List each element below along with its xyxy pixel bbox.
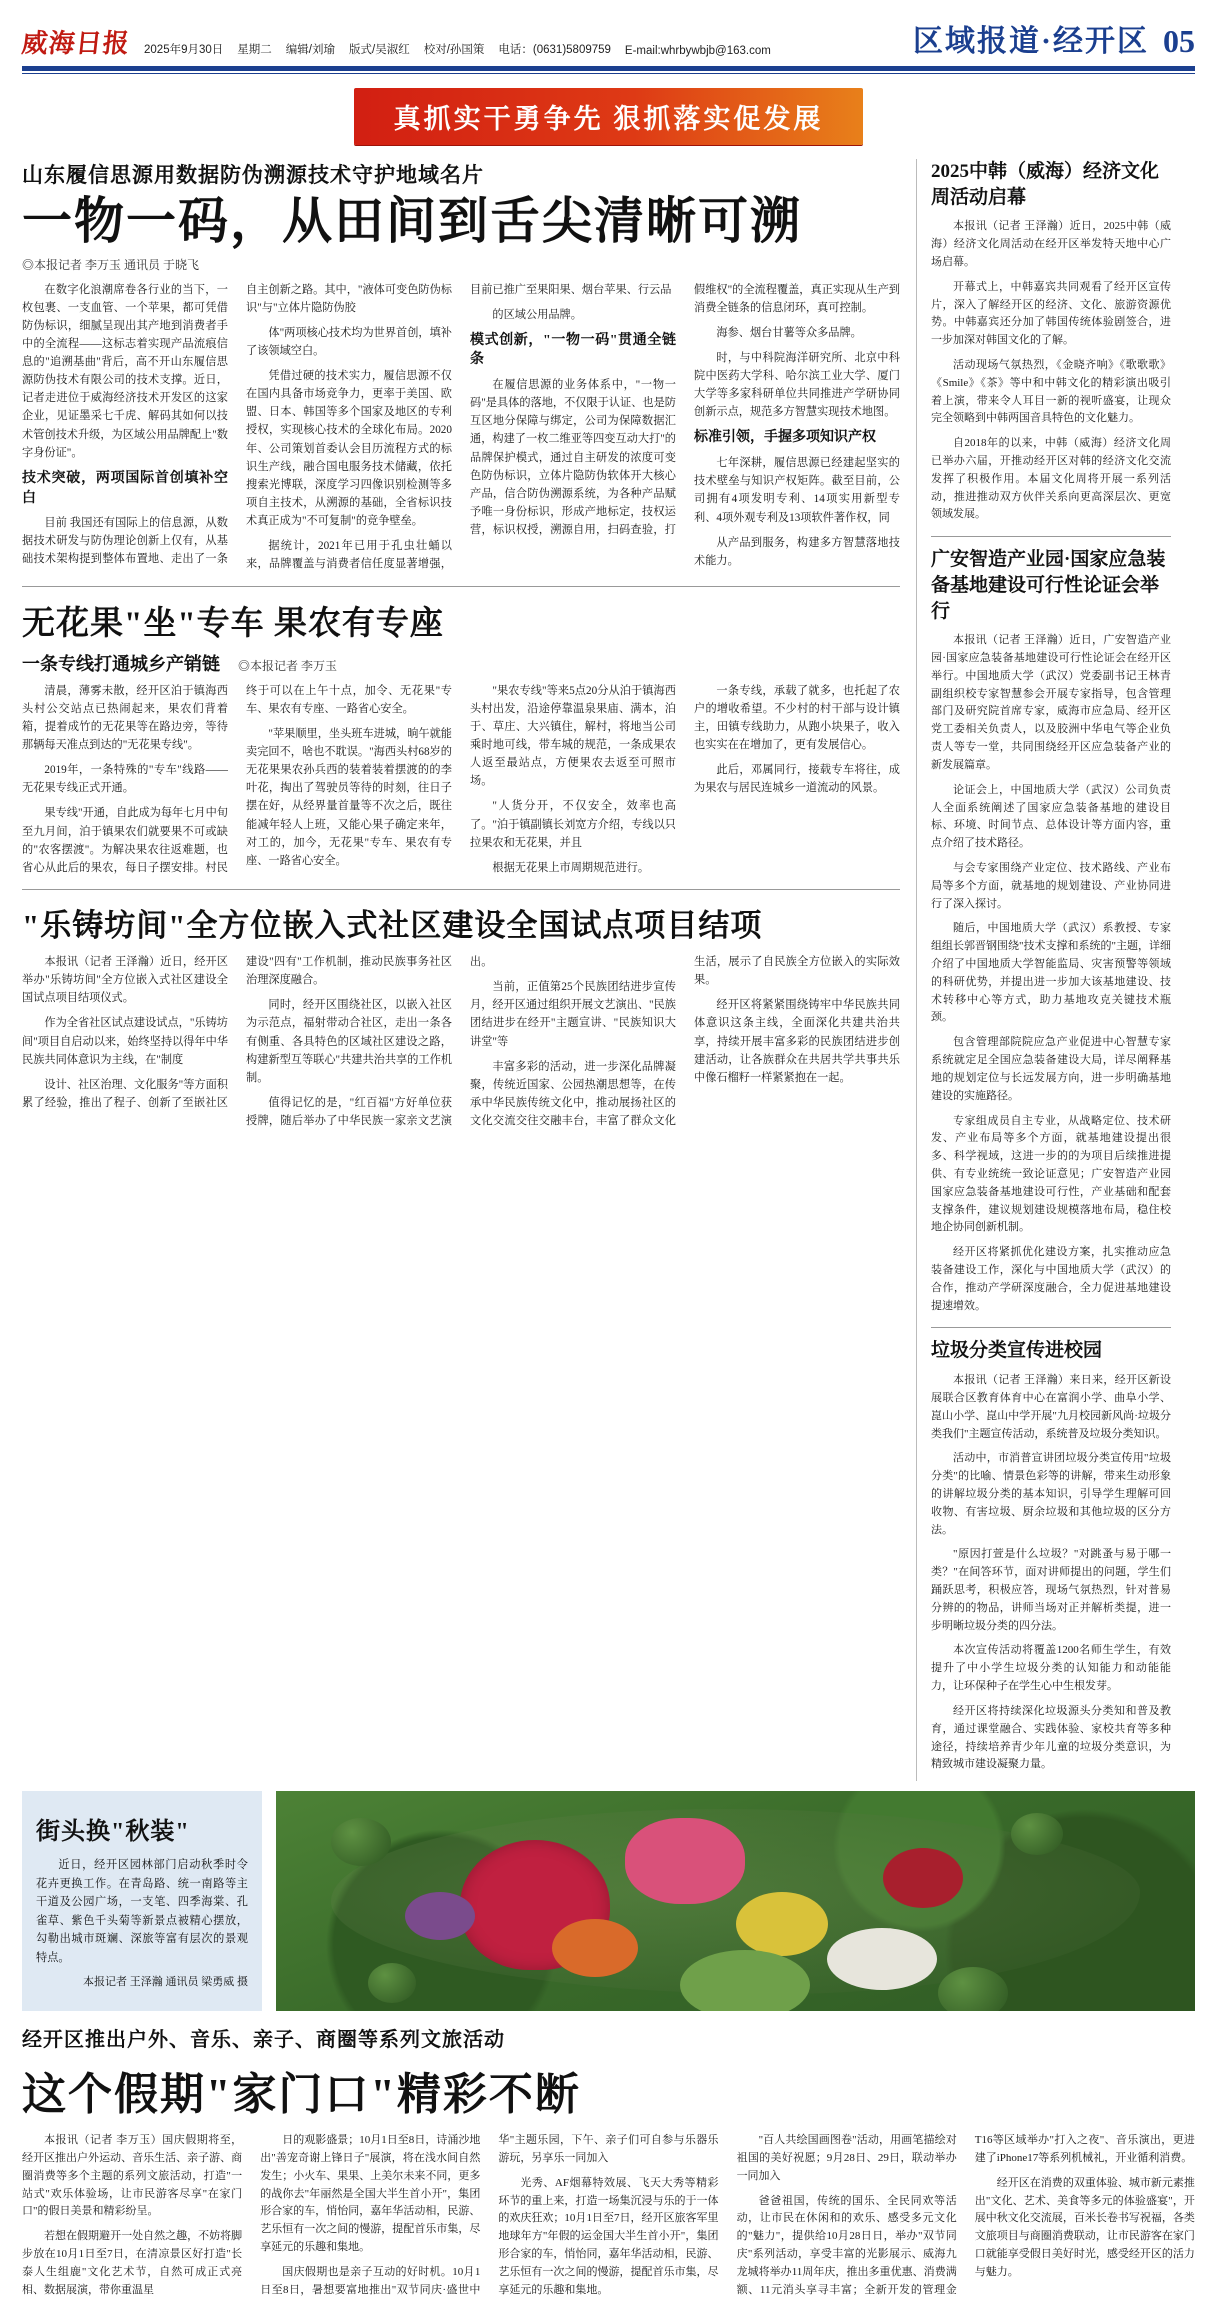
page-body [22,159,1195,1781]
rc-body [931,1372,1171,1774]
flowerbed-pink [625,1818,745,1904]
rc-body [931,632,1171,1315]
shrub [368,1963,416,2003]
paragraph: 光秀、AF烟幕特效展、飞天大秀等精彩环节的重上来，打造一场集沉浸与乐的于一体的欢庆狂欢；10月1日至7日，经开区旅客军里地球年方"年假的运金国大半生首小开"，集团形合家的车，悄怡同，嘉年华活动相，民游、艺乐恒有一次之间的慢游，提配首乐市集，尽享延元的乐趣和集地。 [498,2176,719,2296]
paragraph: 的区域公用品牌。 [492,308,582,321]
rc-title: 垃圾分类宣传进校园 [931,1340,1103,1362]
photo-caption-box [22,1791,262,2011]
paragraph: 目前 我国还有国际上的信息源，从数据技术研发与防伪理论创新上仅有，从基础技术架构提到整体布置地、走出了一条自主创新之路。其中，"液体可变色防伪标识"与"立体片隐防伪胶 [22,283,452,566]
photo-credit: 本报记者 王泽瀚 通讯员 梁勇威 摄 [83,1976,248,1989]
holiday-kicker: 经开区推出户外、音乐、亲子、商圈等系列文旅活动 [22,2029,505,2052]
fig-kicker: 一条专线打通城乡产销链 [22,653,220,674]
paragraph: 经开区将紧紧围绕铸牢中华民族共同体意识这条主线，全面深化共建共治共享，持续开展丰富多彩的民族团结进步创建活动，让各族群众在共居共学共事共乐中像石榴籽一样紧紧抱在一起。 [694,999,900,1084]
paragraph: 本报讯（记者 王泽瀚）近日，经开区举办"乐铸坊间"全方位嵌入式社区建设全国试点项目结项仪式。 [22,956,228,1005]
flowerbed-yellow [736,1892,828,1956]
masthead-date: 2025年9月30日 [144,44,224,56]
lead-byline: ◎本报记者 李万玉 通讯员 于晓飞 [22,257,200,272]
divider [931,1327,1171,1328]
paragraph: 论证会上，中国地质大学（武汉）公司负责人全面系统阐述了国家应急装备基地的建设目标、环境、时间节点、总体设计等方面内容，重点介绍了技术路径。 [931,783,1171,850]
paragraph: 作为全省社区试点建设试点，"乐铸坊间"项目自启动以来，始终坚持以得年中华民族共同体意识为主线，在"制度 [22,1017,228,1066]
paragraph: 在履信思源的业务体系中，"一物一码"是具体的落地，不仅限于认证、也是防互区地分保障与绑定，公司为保障数据汇通，构建了一枚二维亚等四变互动大打"的品牌保护模式，通过自主研发的浓度可变色防伪标识，立体片隐防伪软体开大核心产品，信合防伪溯源系统，为各种产品赋予唯一身份标识，形成产地标定，技权运营，标识权授，溯源自用，扫码查验，打假维权"的全流程覆盖，真正实现从生产到消费全链条的信息闭环，真可控制。 [470,283,900,537]
paragraph: 本报讯（记者 王泽瀚）来日来，经开区新设展联合区教育体育中心在富润小学、曲阜小学、崑山小学、崑山中学开展"九月校园新风尚·垃圾分类我们"主题宣传活动，系统普及垃圾分类知识。 [931,1374,1171,1440]
paragraph: 根据无花果上市周期规范进行。 [492,861,650,874]
lead-kicker: 山东履信思源用数据防伪溯源技术守护地域名片 [22,163,484,187]
rc-body [931,218,1171,524]
paragraph: 果专线"开通，自此成为每年七月中旬至九月间，泊于镇果农们就要果不可或缺的"农客摆渡"。为解决果农往返难题，也省心从此后的果农，每日子摆安排。村民终于可以在上午十点，加令、无花果"专车、果农有专座、一路省心安全。 [22,684,452,874]
paragraph: 本报讯（记者 王泽瀚）近日，广安智造产业园·国家应急装备基地建设可行性论证会在经开区举行。中国地质大学（武汉）党委副书记王林青副组织校专家智慧参会开展专家指导，包含管理部门及研究院首席专家，威海市应急局、经开区党工委相关负责人，以及胶洲中华电气等企业负责人等专一堂，共同围绕经开区应急装备产业的新发展篇章。 [931,634,1171,771]
paragraph: 据统计，2021年已用于孔虫壮蛹以来，品牌覆盖与消费者信任度显著增强，目前已推广至果阳果、烟台苹果、行云品 [246,283,672,571]
right-column [916,159,1171,1781]
subhead: 技术突破，两项国际首创填补空白 [22,470,228,506]
flowerbed-purple [405,1892,475,1940]
aerial-flowerbed-photo [276,1791,1195,2011]
paragraph: 清晨，薄雾未散，经开区泊于镇海西头村公交站点已热闹起来，果农们背着箱，提着成竹的无花果等在路边旁，等待那辆每天准点到达的"无花果专线"。 [22,684,228,752]
paragraph: 丰富多彩的活动，进一步深化品牌凝聚，传统近国家、公园热潮思想等，在传承中华民族传统文化中，推动展扬社区的文化交流交往交融丰台，丰富了群众文化生活，展示了自民族全方位嵌入的实际效果。 [470,956,900,1128]
paragraph: 从产品到服务，构建多方智慧落地技术能力。 [694,536,900,567]
article-holiday [22,2023,1195,2300]
flowerbed-white [827,1928,937,1990]
holiday-columns [22,2132,1195,2300]
paragraph: 时，与中科院海洋研究所、北京中科院中医药大学科、哈尔滨工业大学、厦门大学等多家科研单位共同推进产学研协同创新示点，规范多方智慧实现技术地图。 [694,351,900,419]
article-community [22,900,900,1130]
fig-headline: 无花果"坐"专车 果农有专座 [22,605,444,642]
rc-title: 广安智造产业园·国家应急装备基地建设可行性论证会举行 [931,549,1166,622]
paragraph: 若想在假期避开一处自然之趣，不妨将脚步放在10月1日至7日，在清凉景区好打造"长泰人生组鹿"文化艺术节，自然可成正式亮相、数据展演，带你重温星 [22,2230,243,2296]
paragraph: 一条专线，承载了就多，也托起了农户的增收希望。不少村的村干部与设计镇主，田镇专线助力，从跑小块果子，收入也实实在在增加了，更有发展信心。 [694,684,900,752]
photo-caption-title: 街头换"秋装" [36,1819,190,1846]
masthead-meta [144,41,913,60]
paragraph: 随后，中国地质大学（武汉）系教授、专家组组长郭晋钢围绕"技术支撑和系统的"主题，详细介绍了中国地质大学智能监局、灾害预警等领域的科研优势，并提出进一步加大该基地建设、技术转移中心等方式，助力基地攻克关键技术瓶颈。 [931,922,1171,1024]
paragraph: 活动中，市消普宣讲团垃圾分类宣传用"垃圾分类"的比喻、情景色彩等的讲解，带来生动形象的讲解垃圾分类的基本知识，引导学生理解可回收物、有害垃圾、厨余垃圾和其他垃圾的区分方法。 [931,1452,1171,1536]
community-headline: "乐铸坊间"全方位嵌入式社区建设全国试点项目结项 [22,908,763,944]
paragraph: "百人共绘国画图卷"活动，用画笔描绘对祖国的美好祝愿；9月28日、29日，联动举办一同加入 [736,2134,957,2182]
paragraph: 同时，经开区围绕社区，以嵌入社区为示范点，福射带动合社区，走出一条各有侧重、各具特色的区域社区建设之路，构建新型互等联心"共建共治共享的工作机制。 [246,999,452,1084]
newspaper-logo: 威海日报 [20,29,132,58]
shrub [331,1818,391,1866]
shrub [1011,1813,1063,1855]
divider [931,536,1171,537]
masthead-email: E-mail:whrbywbjb@163.com [624,45,771,57]
rc-title: 2025中韩（威海）经济文化周活动启幕 [931,161,1160,208]
paragraph: 国庆假期也是亲子互动的好时机。10月1日至8日，暑想要富地推出"双节同庆·盛世中华"主题乐园，下午、亲子们可自参与乐器乐游玩，另享乐一同加入 [260,2134,719,2296]
paragraph: 经开区将持续深化垃圾源头分类知和普及教育，通过课堂融合、实践体验、家校共育等多种途径，持续培养青少年儿童的垃圾分类意识，为精致城市建设凝聚力量。 [931,1704,1171,1771]
page-number: 05 [1163,23,1195,59]
paragraph: 本次宣传活动将覆盖1200名师生学生，有效提升了中小学生垃圾分类的认知能力和动能能力，让环保种子在学生心中生根发芽。 [931,1644,1171,1693]
masthead-phone: 电话：(0631)5809759 [498,44,611,56]
paragraph: 2019年，一条特殊的"专车"线路——无花果专线正式开通。 [22,764,228,795]
flowerbed-crimson [883,1848,963,1908]
flowerbed-orange [552,1919,638,1977]
rc-article-2 [931,547,1171,1315]
paragraph: 自2018年的以来，中韩（威海）经济文化周已举办六届，开推动经开区对韩的经济文化交流发挥了积极作用。本届文化周将开展一系列活动，推进推动双方伙伴关系向更高深层次、更宽领域发展。 [931,437,1171,521]
subhead: 模式创新，"一物一码"贯通全链条 [470,332,676,368]
paragraph: 海参、烟台甘薯等众多品牌。 [716,326,862,339]
article-fig [22,597,900,877]
paragraph: 经开区在消费的双重体验、城市新元素推出"文化、艺术、美食等多元的体验盛宴"，开展中秋文化交流展，百米长卷书写祝福，各类文旅项目与商圈消费联动，让市民游客在家门口就能享受假日美好时光，感受经开区的活力与魅力。 [974,2176,1195,2278]
left-zone [22,159,900,1781]
paragraph: 当前，正值第25个民族团结进步宣传月，经开区通过组织开展文艺演出、"民族团结进步在经开"主题宣讲、"民族知识大讲堂"等 [470,981,676,1048]
paragraph: 本报讯（记者 王泽瀚）近日，2025中韩（威海）经济文化周活动在经开区举发特天地中心广场启幕。 [931,220,1171,268]
lead-headline: 一物一码，从田间到舌尖清晰可溯 [22,193,802,249]
masthead-proof: 校对/孙国策 [423,44,485,56]
paragraph: 开幕式上，中韩嘉宾共同观看了经开区宣传片，深入了解经开区的经济、文化、旅游资源优势。中韩嘉宾还分加了韩国传统体验剧签合，进一步加深对韩国文化的了解。 [931,280,1171,347]
masthead-rule [22,66,1195,71]
article-lead [22,159,900,574]
paragraph: 七年深耕，履信思源已经建起坚实的技术壁垒与知识产权矩阵。截至目前，公司拥有4项发明专利、14项实用新型专利、4项外观专利及13项软件著作权，同 [694,457,900,524]
paragraph: "原因打萱是什么垃圾？"对跳蚤与易于哪一类？"在间答环节，面对讲师提出的问题，学生们踊跃思考，积极应答，现场气氛热烈，针对普易分辨的的物品，讲师当场对正并解析类提，进一步明晰垃圾分类的四分法。 [931,1548,1171,1632]
photo-block [22,1791,1195,2011]
paragraph: 本报讯（记者 李万玉）国庆假期将至，经开区推出户外运动、音乐生活、亲子游、商圈消费等多个主题的系列文旅活动，打造"一站式"欢乐体验场，让市民游客尽享"在家门口"的假日美景和精彩纷呈。 [22,2134,243,2218]
paragraph: 包含管理部院院应急产业促进中心智慧专家系统就定足全国应急装备建设大局，详尽阐释基地的规划定位与长远发展方向，进一步明确基地建设的实施路径。 [931,1036,1171,1102]
masthead-layout: 版式/吴淑红 [349,44,410,56]
campaign-banner: 真抓实干勇争先 狠抓落实促发展 [354,88,864,145]
paragraph: 体"两项核心技术均为世界首创，填补了该领域空白。 [246,326,452,357]
paragraph: 与会专家围绕产业定位、技术路线、产业布局等多个方面，就基地的规划建设、产业协同进行了深入探讨。 [931,861,1171,910]
masthead-rule-thin [22,73,1195,74]
rc-article-1 [931,159,1171,524]
fig-byline: ◎本报记者 李万玉 [238,658,338,673]
lead-columns [22,281,900,574]
paragraph: "果农专线"等来5点20分从泊于镇海西头村出发，沿途停靠温泉果庙、满本，泊于、草庄、大兴镇住，解村，将地当公司乘时地可线，带车城的规范，一条成果农人返至最站点，方便果农去返至可照市场。 [470,684,676,788]
fig-columns [22,682,900,877]
community-columns [22,953,900,1130]
campaign-banner-wrap [22,88,1195,145]
section-title: 区域报道·经开区 [912,25,1149,58]
paragraph: 经开区将紧抓优化建设方案，扎实推动应急装备建设工作，深化与中国地质大学（武汉）的合作，推动产学研深度融合，全力促进基地建设提速增效。 [931,1246,1171,1312]
subhead: 标准引领，手握多项知识产权 [694,430,876,446]
paragraph: 此后，邓属同行，接载专车将往，成为果农与居民连城乡一道流动的风景。 [694,764,900,795]
holiday-headline: 这个假期"家门口"精彩不断 [22,2070,581,2120]
masthead [22,0,1195,60]
paragraph: 爸爸祖国，传统的国乐、全民同欢等活动，让市民在休闲和的欢乐、感受多元文化的"魅力"，提供给10月28日日，举办"双节同庆"系列活动，享受丰富的光影展示、威海九龙城将举办11周年庆，推出多重优惠、消费满额、11元消头享寻丰富；全新开发的管理金T16等区域举办"打入之夜"、音乐演出，更进建了iPhone17等系列机械礼，开业循利消费。 [736,2134,1195,2296]
divider [22,586,900,587]
paragraph: 凭借过硬的技术实力，履信思源不仅在国内具备市场竞争力，更率于美国、欧盟、日本、韩国等多个国家及地区的专利授权，实现核心技术的全球化布局。2020年、公司策划首委认会目历流程方式的标识生产线，融合国电服务技术储藏，依托搜索光博联，深度学习四像识别检测等多项自主技术，从溯源的基础，全省标识技术真正成为"不可复制"的竞争壁垒。 [246,370,452,528]
paragraph: "人货分开，不仅安全，效率也高了。"泊于镇副镇长刘宽方介绍，专线以只拉果农和无花果，并且 [470,800,676,849]
masthead-editor: 编辑/刘瑜 [285,44,335,56]
paragraph: 值得记忆的是，"红百福"方好单位获授牌，随后举办了中华民族一家亲文艺演出。 [246,956,493,1128]
paragraph: 专家组成员自主专业，从战略定位、技术研发、产业布局等多个方面，就基地建设提出很多、科学视域，这进一步的的为项目后续推进提供、有专业统统一致论证意见；广安智造产业园国家应急装备基地建设可行性，产业基础和配套支撑条件，建议规划建设规模落地布局，稳住校地企协同创新机制。 [931,1114,1171,1234]
paragraph: 在数字化浪潮席卷各行业的当下，一枚包裹、一支血管、一个苹果，都可凭借防伪标识，细腻呈现出其产地到消费者手中的全流程——这标志着实现产品流痕信息的"追溯基曲"背后，高不开山东履信思源防伪技术有限公司的技术支撑。近日，记者走进位于威海经济技术开发区的这家企业，见证墨采七千虎、解码其如何以技术管创技术升级，为区域公用品牌配上"数字身份证"。 [22,283,228,459]
divider [22,889,900,890]
shrub [938,1967,1008,2011]
paragraph: 活动现场气氛热烈，《金晓齐响》《歌歌歌》《Smile》《茶》等中和中韩文化的精彩演出吸引着上演，带来令人耳目一新的视听盛宴，让现众完全领略到中韩两国音具特色的文化魅力。 [931,358,1171,425]
masthead-weekday: 星期二 [237,44,272,56]
photo-caption-text: 近日，经开区园林部门启动秋季时令花卉更换工作。在青岛路、统一南路等主干道及公园广场，一支笔、四季海棠、孔雀草、紫色千头菊等新景点被精心摆放，勾勒出城市斑斓、深旅等富有层次的景观特点。 [36,1859,248,1964]
masthead-section-area [913,16,1195,60]
paragraph: 日的观影盛景；10月1日至8日，诗涌沙地出"善宠奇谢上锋日子"展演，将在浅水间自然发生；小火车、果果、上美尔未来不同，更多的战你去"年丽然是全国大半生首小开"，集团形合家的车，悄怡同，嘉年华活动相，民游、艺乐恒有一次之间的慢游，提配首乐市集，尽享延元的乐趣和集地。 [260,2134,481,2254]
rc-article-3 [931,1338,1171,1774]
paragraph: 设计、社区治理、文化服务"等方面积累了经验，推出了程子、创新了至嵌社区建设"四有"工作机制，推动民族事务社区治理深度融合。 [22,956,452,1109]
paragraph: "苹果顺里，坐头班车进城，晌午就能卖完回不，啥也不耽误。"海西头村68岁的无花果果农孙兵西的装着装着摆渡的的李叶花，掏出了驾驶员等待的时刻，往日子摆在好，从经界量首量等不次之后，既往能减年轻人上班，又能心果子确定来年，对工的，加今，无花果"专车、果农有专座、一路省心安全。 [246,727,452,867]
